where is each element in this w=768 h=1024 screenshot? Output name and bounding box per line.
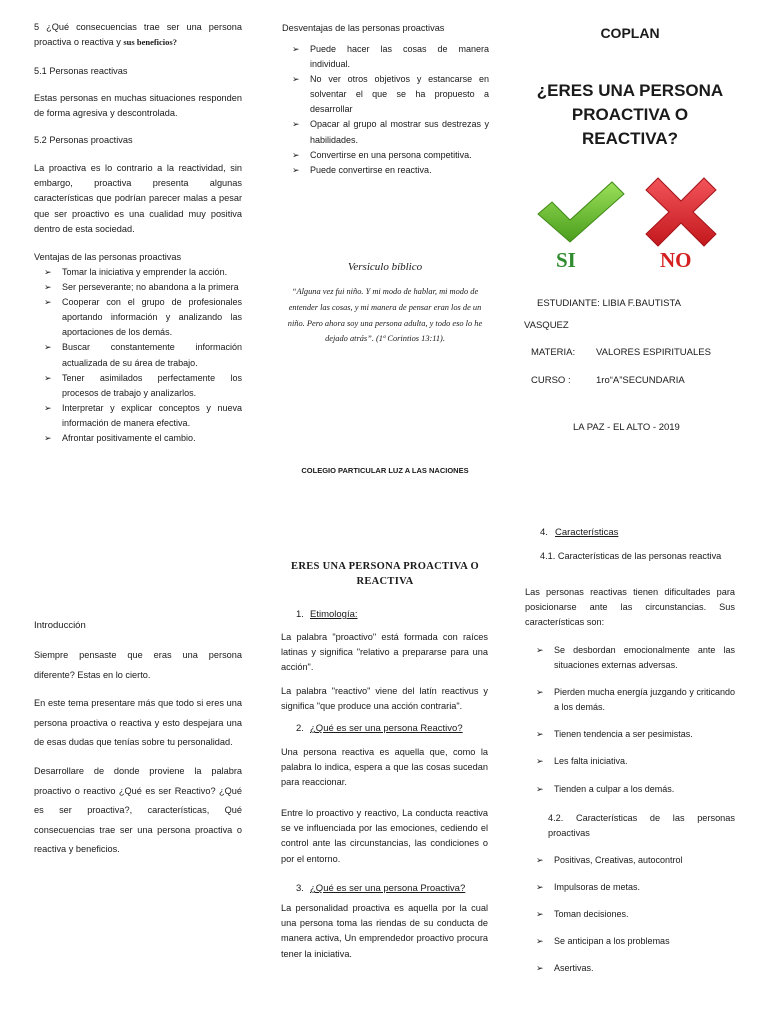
- list-item: ➢ Tener asimilados perfectamente los procesos de trabajo y analizarlos.: [44, 372, 242, 398]
- question-5-text: 5 ¿Qué consecuencias trae ser una persona proactiva o reactiva y: [34, 22, 242, 48]
- section-2-number: 2.: [296, 723, 304, 734]
- proactive-paragraph: La personalidad proactiva es aquella por la cual una persona toma las riendas de su conducta de manera activa, Un emprendedor proactivo procura tener la iniciativa.: [281, 903, 488, 959]
- arrow-bullet-icon: ➢: [292, 164, 300, 175]
- materia-label: MATERIA:: [531, 347, 576, 358]
- list-item: ➢ Se anticipan a los problemas: [527, 934, 735, 949]
- section-4-number: 4.: [540, 527, 548, 538]
- question-5: [34, 20, 242, 50]
- section-4-title: Características: [555, 527, 619, 538]
- proactive-characteristics-list: [527, 853, 735, 976]
- heading-5-1: 5.1 Personas reactivas: [34, 66, 128, 76]
- arrow-bullet-icon: ➢: [536, 855, 544, 865]
- check-mark-icon: [534, 178, 626, 246]
- materia-value: VALORES ESPIRITUALES: [596, 347, 711, 358]
- arrow-bullet-icon: ➢: [292, 44, 300, 54]
- arrow-bullet-icon: ➢: [44, 342, 52, 353]
- section-2-title: ¿Qué es ser una persona Reactivo?: [310, 723, 463, 734]
- arrow-bullet-icon: ➢: [536, 936, 544, 947]
- arrow-bullet-icon: ➢: [44, 267, 52, 277]
- curso-value: 1ro“A”SECUNDARIA: [596, 375, 685, 386]
- list-item: ➢ Positivas, Creativas, autocontrol: [527, 853, 735, 868]
- cover-title-line: ¿ERES UNA PERSONA: [536, 81, 724, 100]
- section-3-number: 3.: [296, 883, 304, 894]
- arrow-bullet-icon: ➢: [536, 783, 544, 794]
- arrow-bullet-icon: ➢: [44, 372, 52, 383]
- intro-paragraph-1: Siempre pensaste que eras una persona diferente? Estas en lo cierto.: [34, 650, 242, 680]
- advantages-title: Ventajas de las personas proactivas: [34, 252, 182, 262]
- section-4-2-heading: 4.2. Características de las personas proactivas: [548, 813, 735, 839]
- list-item: ➢ Ser perseverante; no abandona a la primera: [35, 280, 242, 295]
- disadvantages-list: [283, 42, 489, 178]
- yes-label: SI: [556, 248, 576, 272]
- arrow-bullet-icon: ➢: [536, 645, 544, 655]
- cover-title-line: REACTIVA?: [581, 129, 678, 148]
- student-name-cont: VASQUEZ: [524, 320, 569, 331]
- list-item: ➢ Les falta iniciativa.: [527, 754, 735, 769]
- school-name: COLEGIO PARTICULAR LUZ A LAS NACIONES: [301, 466, 469, 475]
- disadvantages-title: Desventajas de las personas proactivas: [282, 23, 445, 33]
- list-item: ➢ Tomar la iniciativa y emprender la acción.: [35, 265, 242, 280]
- section-4-1-paragraph: Las personas reactivas tienen dificultades para posicionarse ante las circunstancias. Sus características son:: [525, 587, 735, 628]
- arrow-bullet-icon: ➢: [292, 74, 300, 85]
- arrow-bullet-icon: ➢: [44, 433, 52, 444]
- list-item: ➢ Se desbordan emocionalmente ante las situaciones externas adversas.: [536, 645, 735, 671]
- etymology-paragraph-2: La palabra "reactivo" viene del latín reactivus y significa "que produce una acción contraria".: [281, 686, 488, 712]
- list-item: ➢ Interpretar y explicar conceptos y nueva información de manera efectiva.: [44, 402, 242, 428]
- list-item: ➢ No ver otros objetivos y estancarse en solventar el que se ha propuesto a desarrollar: [292, 74, 489, 115]
- paragraph-5-2: La proactiva es lo contrario a la reactividad, sin embargo, proactiva presenta algunas características que podrían parecer malas a pesar que ser proactivo es una cualidad muy positiva dentro de esta sociedad.: [34, 163, 242, 234]
- arrow-bullet-icon: ➢: [536, 729, 544, 740]
- section-1-number: 1.: [296, 609, 304, 620]
- intro-title: Introducción: [34, 620, 86, 631]
- heading-5-2: 5.2 Personas proactivas: [34, 135, 133, 145]
- list-item: ➢ Buscar constantemente información actualizada de su área de trabajo.: [44, 342, 242, 368]
- arrow-bullet-icon: ➢: [292, 119, 300, 130]
- arrow-bullet-icon: ➢: [292, 149, 300, 160]
- arrow-bullet-icon: ➢: [536, 909, 544, 920]
- list-item: ➢ Afrontar positivamente el cambio.: [35, 431, 242, 446]
- list-item: ➢ Pierden mucha energía juzgando y criticando a los demás.: [536, 687, 735, 713]
- list-item: ➢ Asertivas.: [527, 961, 735, 976]
- reactive-paragraph-2: Entre lo proactivo y reactivo, La conducta reactiva se ve influenciada por las emociones, cediendo el control ante las circunstancias, las condiciones o por el entorno.: [281, 808, 488, 864]
- arrow-bullet-icon: ➢: [536, 687, 544, 698]
- list-item: ➢ Toman decisiones.: [527, 907, 735, 922]
- section-4-1-heading: 4.1. Características de las personas reactiva: [540, 551, 722, 561]
- arrow-bullet-icon: ➢: [536, 963, 544, 974]
- list-item: ➢ Puede hacer las cosas de manera individual.: [292, 44, 489, 70]
- intro-paragraph-2: En este tema presentare más que todo si eres una persona proactiva o reactiva y esto despejara una de esas dudas que tenías sobre tu personalidad.: [34, 698, 242, 747]
- curso-label: CURSO :: [531, 375, 571, 386]
- coplan-label: COPLAN: [600, 25, 660, 41]
- cross-mark-icon: [642, 176, 720, 248]
- arrow-bullet-icon: ➢: [536, 756, 544, 767]
- list-item: ➢ Impulsoras de metas.: [527, 880, 735, 895]
- arrow-bullet-icon: ➢: [44, 402, 52, 413]
- arrow-bullet-icon: ➢: [536, 882, 544, 893]
- question-5-bold: sus beneficios?: [123, 37, 177, 48]
- list-item: ➢ Opacar al grupo al mostrar sus destrezas y habilidades.: [292, 119, 489, 145]
- list-item: ➢ Convertirse en una persona competitiva.: [283, 148, 489, 163]
- list-item: ➢ Puede convertirse en reactiva.: [283, 163, 489, 178]
- advantages-list: [35, 265, 242, 446]
- section-1-title: Etimología:: [310, 609, 358, 620]
- reactive-characteristics-list: [527, 643, 735, 797]
- section-title: ERES UNA PERSONA PROACTIVA O REACTIVA: [291, 561, 479, 587]
- verse-title: Versiculo bíblico: [347, 261, 423, 273]
- student-name: ESTUDIANTE: LIBIA F.BAUTISTA: [537, 298, 681, 309]
- cover-title-line: PROACTIVA O: [571, 105, 689, 124]
- paragraph-5-1: Estas personas en muchas situaciones responden de forma agresiva y descontrolada.: [34, 93, 242, 119]
- verse-text: “Alguna vez fui niño. Y mi modo de hablar, mi modo de entender las cosas, y mi manera de pensar eran los de un niño. Pero ahora soy una persona adulta, y todo eso lo he dejado atrás”. (1ª Corintios 13:11).: [287, 287, 483, 344]
- arrow-bullet-icon: ➢: [44, 282, 52, 293]
- arrow-bullet-icon: ➢: [44, 297, 52, 308]
- no-label: NO: [660, 248, 692, 272]
- section-3-title: ¿Qué es ser una persona Proactiva?: [310, 883, 466, 894]
- etymology-paragraph-1: La palabra "proactivo" está formada con raíces latinas y significa "relativo a prepararse para una acción".: [281, 632, 488, 673]
- reactive-paragraph-1: Una persona reactiva es aquella que, como la palabra lo indica, espera a que las cosas sucedan para reaccionar.: [281, 747, 488, 788]
- list-item: ➢ Tienen tendencia a ser pesimistas.: [527, 727, 735, 742]
- cover-title: [525, 79, 735, 151]
- list-item: ➢ Cooperar con el grupo de profesionales aportando información y analizando las aportaciones de los demás.: [44, 297, 242, 338]
- list-item: ➢ Tienden a culpar a los demás.: [527, 782, 735, 797]
- place-date: LA PAZ - EL ALTO - 2019: [573, 422, 680, 433]
- intro-paragraph-3: Desarrollare de donde proviene la palabra proactivo o reactivo ¿Qué es ser Reactivo? ¿Qué es ser proactiva?, características, Qué consecuencias trae ser una persona proactiva o reactiva y beneficios.: [34, 766, 242, 854]
